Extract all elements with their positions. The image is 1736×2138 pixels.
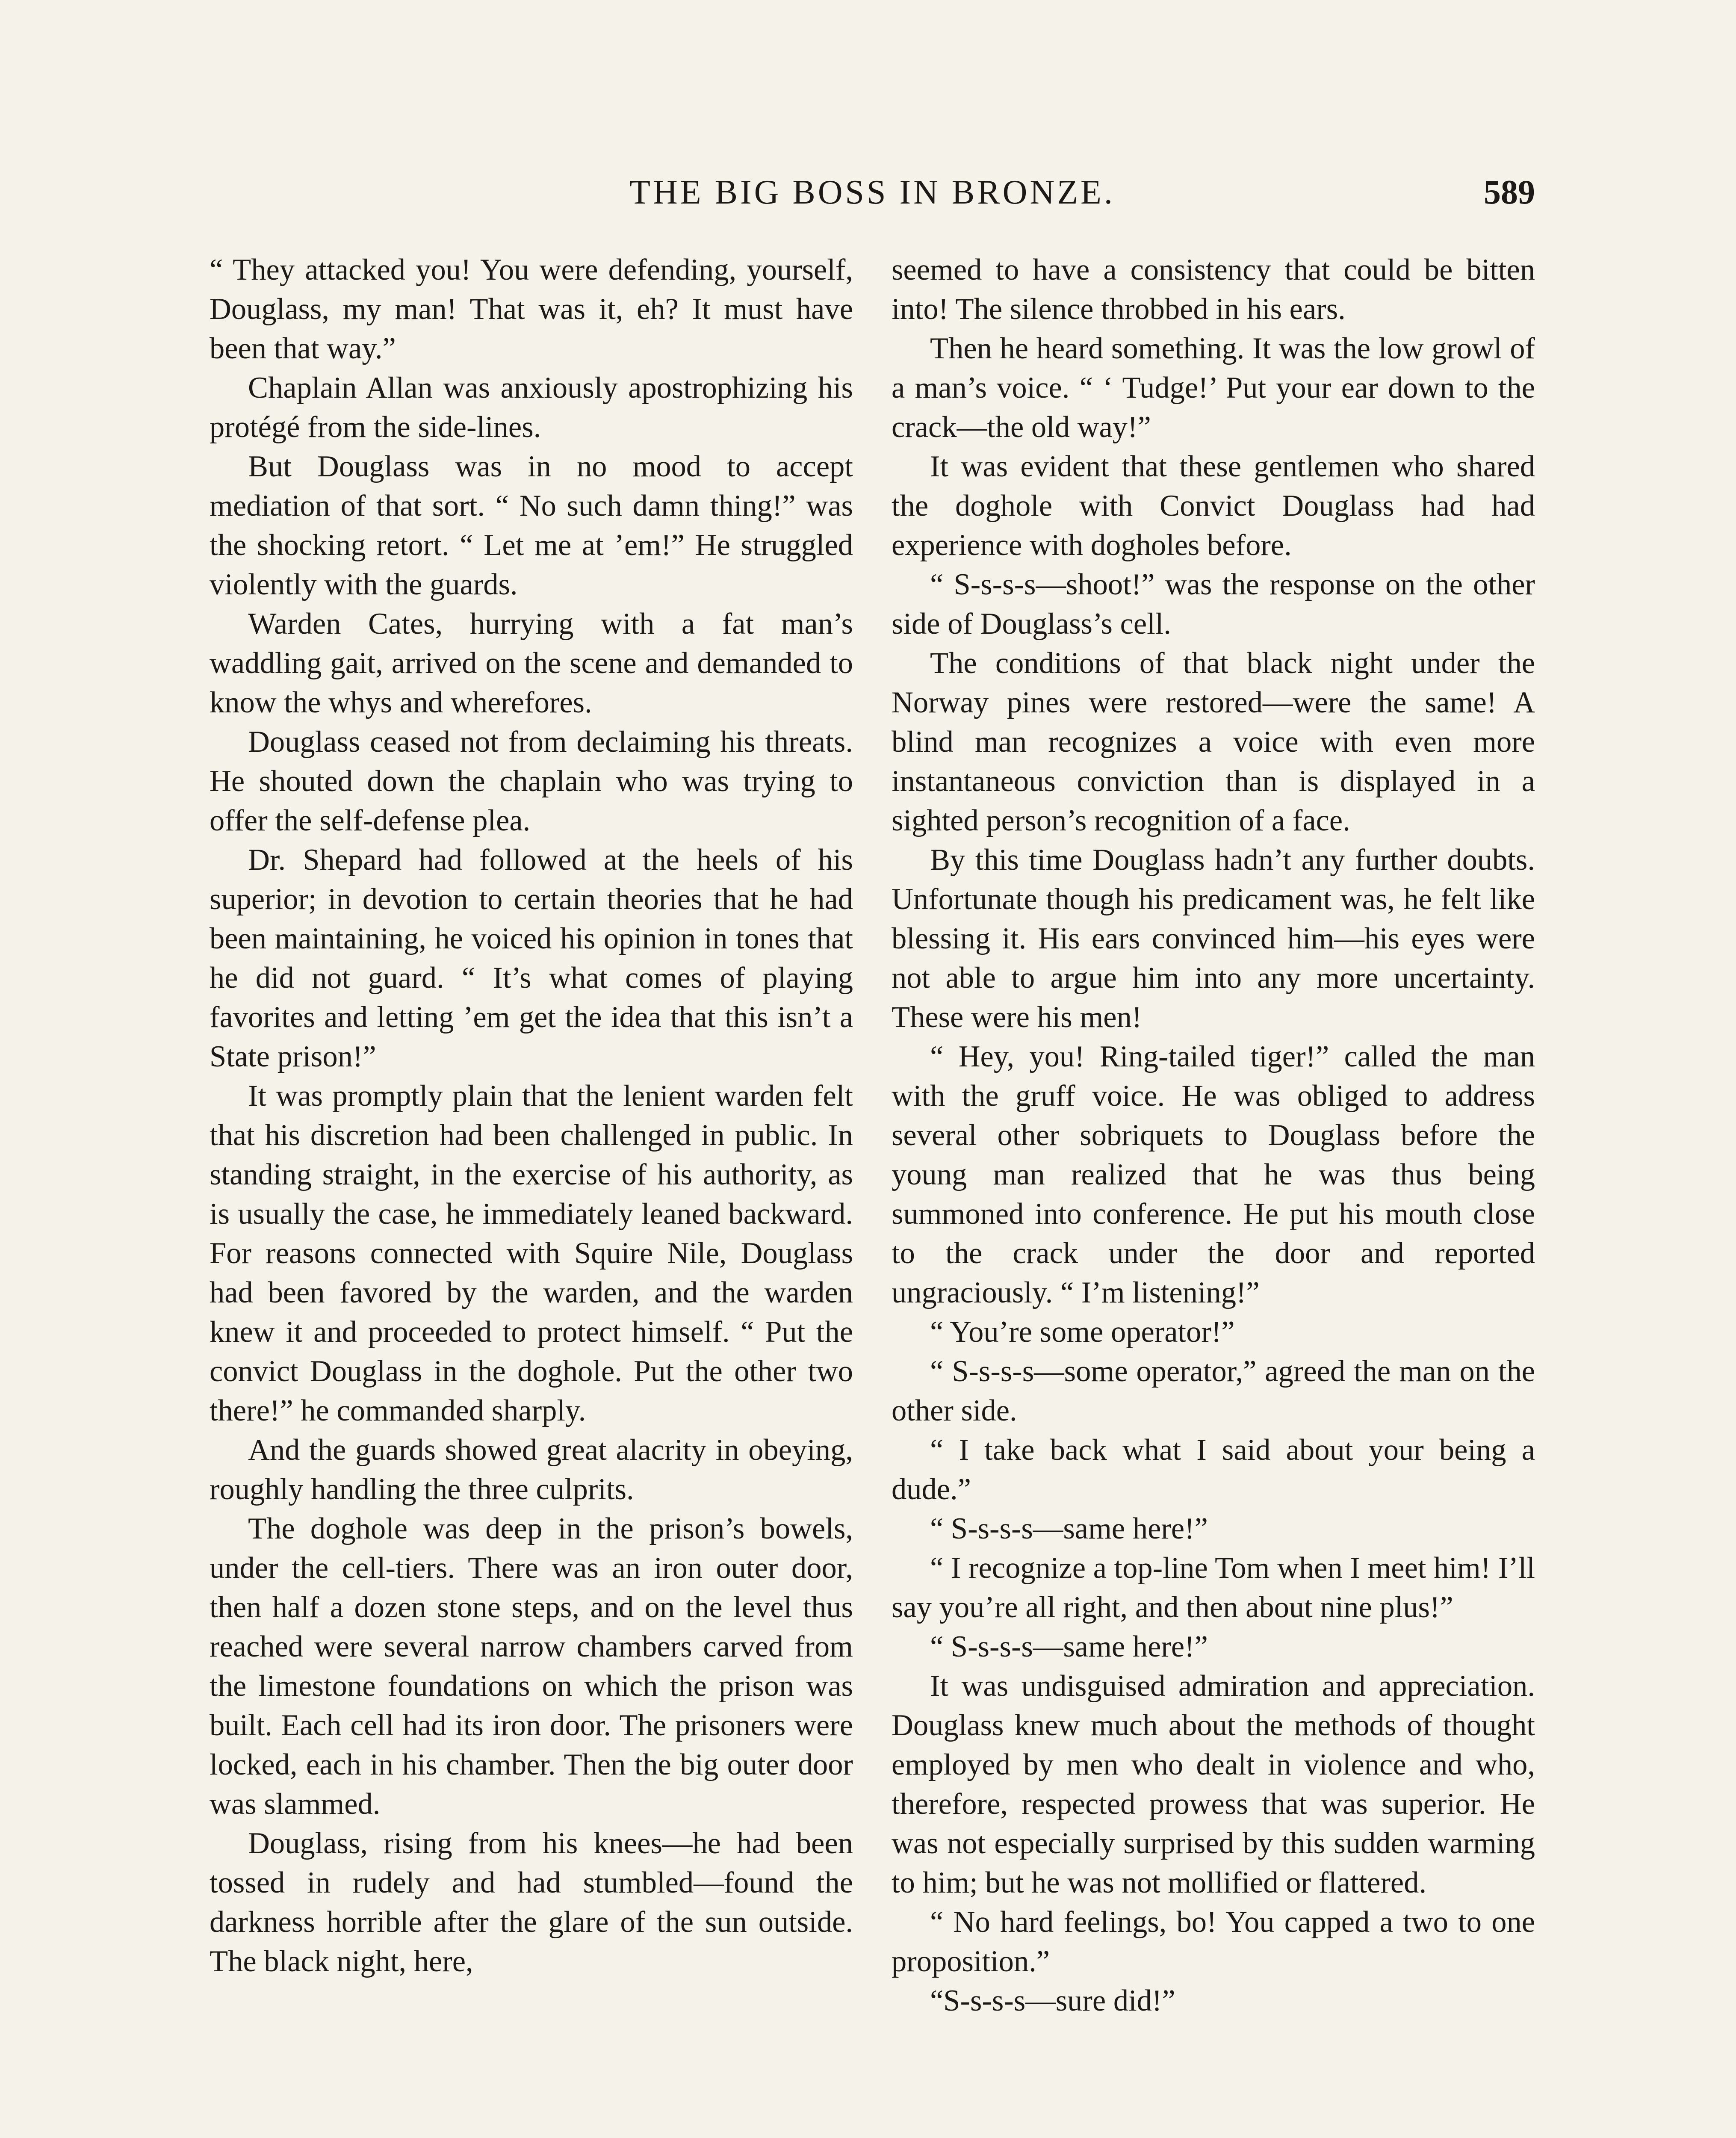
paragraph: Then he heard something. It was the low growl of a man’s voice. “ ‘ Tudge!’ Put your ear down to the crack—the old way!” <box>892 332 1535 444</box>
paragraph: “ No hard feelings, bo! You capped a two to one proposition.” <box>892 1905 1535 1978</box>
paragraph: Douglass, rising from his knees—he had been tossed in rudely and had stumbled—found the darkness horrible after the glare of the sun outside. The black night, here, <box>210 1827 853 1978</box>
page-number: 589 <box>1484 174 1535 211</box>
paragraph: “ S-s-s-s—same here!” <box>930 1630 1208 1663</box>
paragraph: “ They attacked you! You were defending, yourself, Douglass, my man! That was it, eh? It must have been that way.” <box>210 253 853 365</box>
paragraph: “ Hey, you! Ring-tailed tiger!” called the man with the gruff voice. He was obliged to address several other sobriquets to Douglass before the young man realized that he was thus being summoned into conference. He put his mouth close to the crack under the door and reported ungraciously. “ I’m listening!” <box>892 1040 1535 1309</box>
right-column <box>892 250 1535 2020</box>
paragraph: By this time Douglass hadn’t any further doubts. Unfortunate though his predicament was, he felt like blessing it. His ears convinced him—his eyes were not able to argue him into any more uncertainty. These were his men! <box>892 843 1535 1034</box>
paragraph: Douglass ceased not from declaiming his threats. He shouted down the chaplain who was trying to offer the self-defense plea. <box>210 725 853 837</box>
paragraph: “ S-s-s-s—some operator,” agreed the man on the other side. <box>892 1355 1535 1427</box>
paragraph-continuation: seemed to have a consistency that could be bitten into! The silence throbbed in his ears. <box>892 253 1535 326</box>
paragraph: “ S-s-s-s—shoot!” was the response on the other side of Douglass’s cell. <box>892 568 1535 641</box>
running-title: THE BIG BOSS IN BRONZE. <box>629 174 1115 211</box>
paragraph: Warden Cates, hurrying with a fat man’s waddling gait, arrived on the scene and demanded to know the whys and wherefores. <box>210 607 853 719</box>
paragraph: “ I take back what I said about your being a dude.” <box>892 1433 1535 1506</box>
left-column <box>210 250 853 1981</box>
paragraph: “S-s-s-s—sure did!” <box>930 1984 1175 2017</box>
paragraph: Dr. Shepard had followed at the heels of his superior; in devotion to certain theories that he had been maintaining, he voiced his opinion in tones that he did not guard. “ It’s what comes of playing favorites and letting ’em get the idea that this isn’t a State prison!” <box>210 843 853 1073</box>
paragraph: And the guards showed great alacrity in obeying, roughly handling the three culprits. <box>210 1433 853 1506</box>
paragraph: Chaplain Allan was anxiously apostrophizing his protégé from the side-lines. <box>210 371 853 444</box>
paragraph: But Douglass was in no mood to accept mediation of that sort. “ No such damn thing!” was the shocking retort. “ Let me at ’em!” He struggled violently with the guards. <box>210 450 853 601</box>
page-header <box>210 173 1535 224</box>
paragraph: It was undisguised admiration and appreciation. Douglass knew much about the methods of thought employed by men who dealt in violence and who, therefore, respected prowess that was superior. He was not especially surprised by this sudden warming to him; but he was not mollified or flattered. <box>892 1669 1535 1899</box>
paragraph: “ S-s-s-s—same here!” <box>930 1512 1208 1545</box>
paragraph: The conditions of that black night under the Norway pines were restored—were the same! A blind man recognizes a voice with even more instantaneous conviction than is displayed in a sighted person’s recognition of a face. <box>892 647 1535 837</box>
paragraph: The doghole was deep in the prison’s bowels, under the cell-tiers. There was an iron outer door, then half a dozen stone steps, and on the level thus reached were several narrow chambers carved from the limestone foundations on which the prison was built. Each cell had its iron door. The prisoners were locked, each in his chamber. Then the big outer door was slammed. <box>210 1512 853 1821</box>
paragraph: It was promptly plain that the lenient warden felt that his discretion had been challenged in public. In standing straight, in the exercise of his authority, as is usually the case, he immediately leaned backward. For reasons connected with Squire Nile, Douglass had been favored by the warden, and the warden knew it and proceeded to protect himself. “ Put the convict Douglass in the doghole. Put the other two there!” he commanded sharply. <box>210 1079 853 1427</box>
paragraph: “ I recognize a top-line Tom when I meet him! I’ll say you’re all right, and then about nine plus!” <box>892 1551 1535 1624</box>
paragraph: “ You’re some operator!” <box>930 1315 1235 1349</box>
paragraph: It was evident that these gentlemen who shared the doghole with Convict Douglass had had experience with dogholes before. <box>892 450 1535 562</box>
